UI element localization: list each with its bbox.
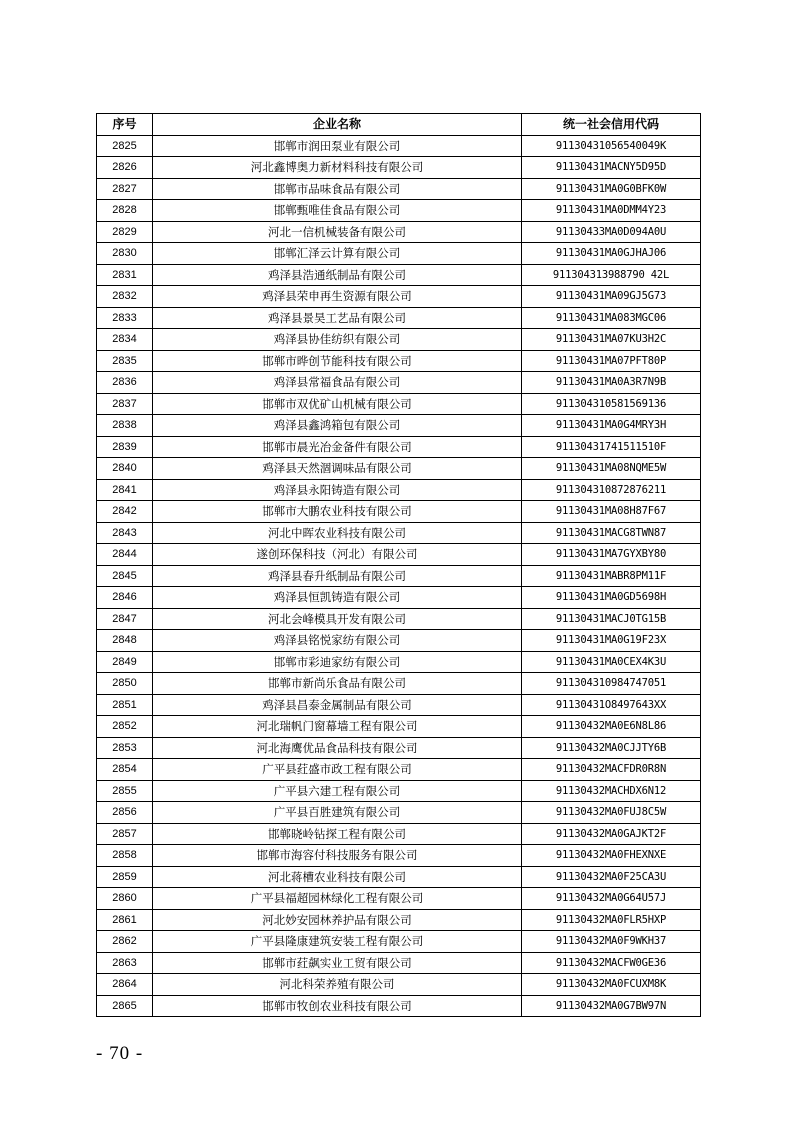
table-row <box>97 372 701 394</box>
row-seq-cell: 2831 <box>97 264 153 286</box>
row-credit-code-cell: 91130432MACFDR0R8N <box>522 759 701 781</box>
row-credit-code-cell: 91130431MA0G4MRY3H <box>522 415 701 437</box>
row-seq-cell: 2828 <box>97 200 153 222</box>
row-company-name-cell: 河北蒋槽农业科技有限公司 <box>153 866 522 888</box>
row-seq-cell: 2849 <box>97 651 153 673</box>
row-company-name-cell: 河北会峰模具开发有限公司 <box>153 608 522 630</box>
table-row <box>97 608 701 630</box>
row-company-name-cell: 鸡泽县天然涸调味品有限公司 <box>153 458 522 480</box>
row-credit-code-cell: 911304310872876211 <box>522 479 701 501</box>
row-seq-cell: 2845 <box>97 565 153 587</box>
row-company-name-cell: 邯郸市海容付科技服务有限公司 <box>153 845 522 867</box>
row-seq-cell: 2853 <box>97 737 153 759</box>
row-credit-code-cell: 91130431MACNY5D95D <box>522 157 701 179</box>
row-credit-code-cell: 911304310984747051 <box>522 673 701 695</box>
page-number: - 70 - <box>96 1043 144 1064</box>
table-body <box>97 135 701 1017</box>
row-seq-cell: 2856 <box>97 802 153 824</box>
row-credit-code-cell: 91130431MA0G19F23X <box>522 630 701 652</box>
row-credit-code-cell: 91130431MA07KU3H2C <box>522 329 701 351</box>
row-company-name-cell: 鸡泽县浩通纸制品有限公司 <box>153 264 522 286</box>
table-row <box>97 995 701 1017</box>
table-row <box>97 737 701 759</box>
row-company-name-cell: 鸡泽县常福食品有限公司 <box>153 372 522 394</box>
row-seq-cell: 2826 <box>97 157 153 179</box>
table-row <box>97 307 701 329</box>
row-seq-cell: 2841 <box>97 479 153 501</box>
row-credit-code-cell: 91130432MA0FUJ8C5W <box>522 802 701 824</box>
row-company-name-cell: 广平县隆康建筑安装工程有限公司 <box>153 931 522 953</box>
table-row <box>97 716 701 738</box>
row-credit-code-cell: 911304313988790 42L <box>522 264 701 286</box>
row-company-name-cell: 邯郸晓岭钻探工程有限公司 <box>153 823 522 845</box>
row-seq-cell: 2850 <box>97 673 153 695</box>
row-credit-code-cell: 91130431MACJ0TG15B <box>522 608 701 630</box>
row-company-name-cell: 广平县百胜建筑有限公司 <box>153 802 522 824</box>
row-credit-code-cell: 91130432MA0FHEXNXE <box>522 845 701 867</box>
row-seq-cell: 2839 <box>97 436 153 458</box>
row-credit-code-cell: 91130431O8497643XX <box>522 694 701 716</box>
table-row <box>97 178 701 200</box>
row-seq-cell: 2857 <box>97 823 153 845</box>
row-seq-cell: 2825 <box>97 135 153 157</box>
row-credit-code-cell: 91130432MACFW0GE36 <box>522 952 701 974</box>
row-credit-code-cell: 91130432MA0E6N8L86 <box>522 716 701 738</box>
row-credit-code-cell: 91130431MA7GYXBY80 <box>522 544 701 566</box>
enterprise-table <box>96 113 701 1017</box>
row-company-name-cell: 广平县荭盛市政工程有限公司 <box>153 759 522 781</box>
row-company-name-cell: 鸡泽县荣申再生资源有限公司 <box>153 286 522 308</box>
row-credit-code-cell: 91130432MA0FCUXM8K <box>522 974 701 996</box>
row-seq-cell: 2865 <box>97 995 153 1017</box>
row-seq-cell: 2858 <box>97 845 153 867</box>
row-company-name-cell: 河北海鹰优品食品科技有限公司 <box>153 737 522 759</box>
row-seq-cell: 2832 <box>97 286 153 308</box>
row-credit-code-cell: 91130431MA0CEX4K3U <box>522 651 701 673</box>
table-row <box>97 544 701 566</box>
row-company-name-cell: 邯郸市新尚乐食品有限公司 <box>153 673 522 695</box>
row-seq-cell: 2844 <box>97 544 153 566</box>
row-company-name-cell: 邯郸市双优矿山机械有限公司 <box>153 393 522 415</box>
row-seq-cell: 2859 <box>97 866 153 888</box>
header-seq: 序号 <box>97 114 153 136</box>
table-row <box>97 587 701 609</box>
row-seq-cell: 2852 <box>97 716 153 738</box>
row-company-name-cell: 河北一信机械装备有限公司 <box>153 221 522 243</box>
row-seq-cell: 2835 <box>97 350 153 372</box>
row-company-name-cell: 鸡泽县鑫鸿箱包有限公司 <box>153 415 522 437</box>
row-seq-cell: 2855 <box>97 780 153 802</box>
header-company-name: 企业名称 <box>153 114 522 136</box>
table-row <box>97 436 701 458</box>
row-company-name-cell: 邯郸市晔创节能科技有限公司 <box>153 350 522 372</box>
table-row <box>97 673 701 695</box>
row-company-name-cell: 河北中晖农业科技有限公司 <box>153 522 522 544</box>
table-row <box>97 651 701 673</box>
row-company-name-cell: 邯郸市彩迪家纺有限公司 <box>153 651 522 673</box>
row-credit-code-cell: 91130431MABR8PM11F <box>522 565 701 587</box>
row-seq-cell: 2864 <box>97 974 153 996</box>
row-company-name-cell: 鸡泽县昌泰金属制品有限公司 <box>153 694 522 716</box>
row-credit-code-cell: 91130431741511510F <box>522 436 701 458</box>
table-row <box>97 694 701 716</box>
row-company-name-cell: 遂创环保科技（河北）有限公司 <box>153 544 522 566</box>
table-row <box>97 286 701 308</box>
row-credit-code-cell: 91130431MA0GD5698H <box>522 587 701 609</box>
table-row <box>97 415 701 437</box>
row-credit-code-cell: 91130431MA09GJ5G73 <box>522 286 701 308</box>
row-credit-code-cell: 91130432MA0CJJTY6B <box>522 737 701 759</box>
row-credit-code-cell: 91130431056540049K <box>522 135 701 157</box>
row-seq-cell: 2830 <box>97 243 153 265</box>
row-credit-code-cell: 91130432MACHDX6N12 <box>522 780 701 802</box>
row-company-name-cell: 鸡泽县春升纸制品有限公司 <box>153 565 522 587</box>
row-seq-cell: 2843 <box>97 522 153 544</box>
row-company-name-cell: 邯郸市荭飙实业工贸有限公司 <box>153 952 522 974</box>
row-credit-code-cell: 91130431MACG8TWN87 <box>522 522 701 544</box>
row-company-name-cell: 鸡泽县协佳纺织有限公司 <box>153 329 522 351</box>
row-company-name-cell: 邯郸市大鹏农业科技有限公司 <box>153 501 522 523</box>
table-header-row <box>97 114 701 136</box>
row-credit-code-cell: 91130431MA08NQME5W <box>522 458 701 480</box>
table-row <box>97 931 701 953</box>
table-row <box>97 157 701 179</box>
row-company-name-cell: 邯郸甄唯佳食品有限公司 <box>153 200 522 222</box>
row-seq-cell: 2851 <box>97 694 153 716</box>
row-credit-code-cell: 91130432MA0G64U57J <box>522 888 701 910</box>
row-seq-cell: 2847 <box>97 608 153 630</box>
row-credit-code-cell: 91130431MA083MGC06 <box>522 307 701 329</box>
table-row <box>97 802 701 824</box>
row-seq-cell: 2840 <box>97 458 153 480</box>
row-seq-cell: 2834 <box>97 329 153 351</box>
row-seq-cell: 2838 <box>97 415 153 437</box>
table-row <box>97 565 701 587</box>
row-company-name-cell: 鸡泽县景昊工艺品有限公司 <box>153 307 522 329</box>
row-credit-code-cell: 91130432MA0FLR5HXP <box>522 909 701 931</box>
row-seq-cell: 2836 <box>97 372 153 394</box>
row-company-name-cell: 广平县福超园林绿化工程有限公司 <box>153 888 522 910</box>
row-seq-cell: 2862 <box>97 931 153 953</box>
row-company-name-cell: 河北科荣养殖有限公司 <box>153 974 522 996</box>
row-credit-code-cell: 91130432MA0F25CA3U <box>522 866 701 888</box>
row-seq-cell: 2837 <box>97 393 153 415</box>
row-credit-code-cell: 91130433MA0D094A0U <box>522 221 701 243</box>
table-row <box>97 393 701 415</box>
row-company-name-cell: 邯郸市牧创农业科技有限公司 <box>153 995 522 1017</box>
row-seq-cell: 2863 <box>97 952 153 974</box>
row-credit-code-cell: 91130431MA07PFT80P <box>522 350 701 372</box>
row-seq-cell: 2827 <box>97 178 153 200</box>
row-credit-code-cell: 91130431MA0DMM4Y23 <box>522 200 701 222</box>
table-row <box>97 952 701 974</box>
table-row <box>97 200 701 222</box>
row-credit-code-cell: 91130432MA0GAJKT2F <box>522 823 701 845</box>
table-row <box>97 458 701 480</box>
row-seq-cell: 2833 <box>97 307 153 329</box>
row-company-name-cell: 邯郸市晨光冶金备件有限公司 <box>153 436 522 458</box>
table-row <box>97 522 701 544</box>
table-row <box>97 479 701 501</box>
table-row <box>97 630 701 652</box>
row-seq-cell: 2829 <box>97 221 153 243</box>
row-company-name-cell: 河北妙安园林养护品有限公司 <box>153 909 522 931</box>
table-row <box>97 221 701 243</box>
row-company-name-cell: 邯郸汇泽云计算有限公司 <box>153 243 522 265</box>
row-company-name-cell: 邯郸市润田泵业有限公司 <box>153 135 522 157</box>
row-company-name-cell: 河北瑞帆门窗幕墙工程有限公司 <box>153 716 522 738</box>
row-company-name-cell: 河北鑫博奥力新材料科技有限公司 <box>153 157 522 179</box>
row-credit-code-cell: 91130432MA0G7BW97N <box>522 995 701 1017</box>
row-company-name-cell: 鸡泽县永阳铸造有限公司 <box>153 479 522 501</box>
table-row <box>97 909 701 931</box>
row-seq-cell: 2846 <box>97 587 153 609</box>
row-credit-code-cell: 91130431MA08H87F67 <box>522 501 701 523</box>
row-credit-code-cell: 91130432MA0F9WKH37 <box>522 931 701 953</box>
row-seq-cell: 2842 <box>97 501 153 523</box>
row-seq-cell: 2861 <box>97 909 153 931</box>
row-credit-code-cell: 91130431MA0A3R7N9B <box>522 372 701 394</box>
table-row <box>97 243 701 265</box>
row-credit-code-cell: 911304310581569136 <box>522 393 701 415</box>
table-row <box>97 759 701 781</box>
table-row <box>97 264 701 286</box>
row-company-name-cell: 广平县六建工程有限公司 <box>153 780 522 802</box>
table-row <box>97 823 701 845</box>
table-row <box>97 888 701 910</box>
row-seq-cell: 2854 <box>97 759 153 781</box>
row-company-name-cell: 鸡泽县恒凯铸造有限公司 <box>153 587 522 609</box>
table-row <box>97 845 701 867</box>
table-row <box>97 780 701 802</box>
table-row <box>97 350 701 372</box>
table-row <box>97 329 701 351</box>
row-seq-cell: 2848 <box>97 630 153 652</box>
header-credit-code: 统一社会信用代码 <box>522 114 701 136</box>
row-credit-code-cell: 91130431MA0G0BFK0W <box>522 178 701 200</box>
table-row <box>97 974 701 996</box>
row-credit-code-cell: 91130431MA0GJHAJ06 <box>522 243 701 265</box>
row-seq-cell: 2860 <box>97 888 153 910</box>
row-company-name-cell: 鸡泽县铭悦家纺有限公司 <box>153 630 522 652</box>
table-row <box>97 866 701 888</box>
row-company-name-cell: 邯郸市品味食品有限公司 <box>153 178 522 200</box>
table-row <box>97 135 701 157</box>
table-row <box>97 501 701 523</box>
